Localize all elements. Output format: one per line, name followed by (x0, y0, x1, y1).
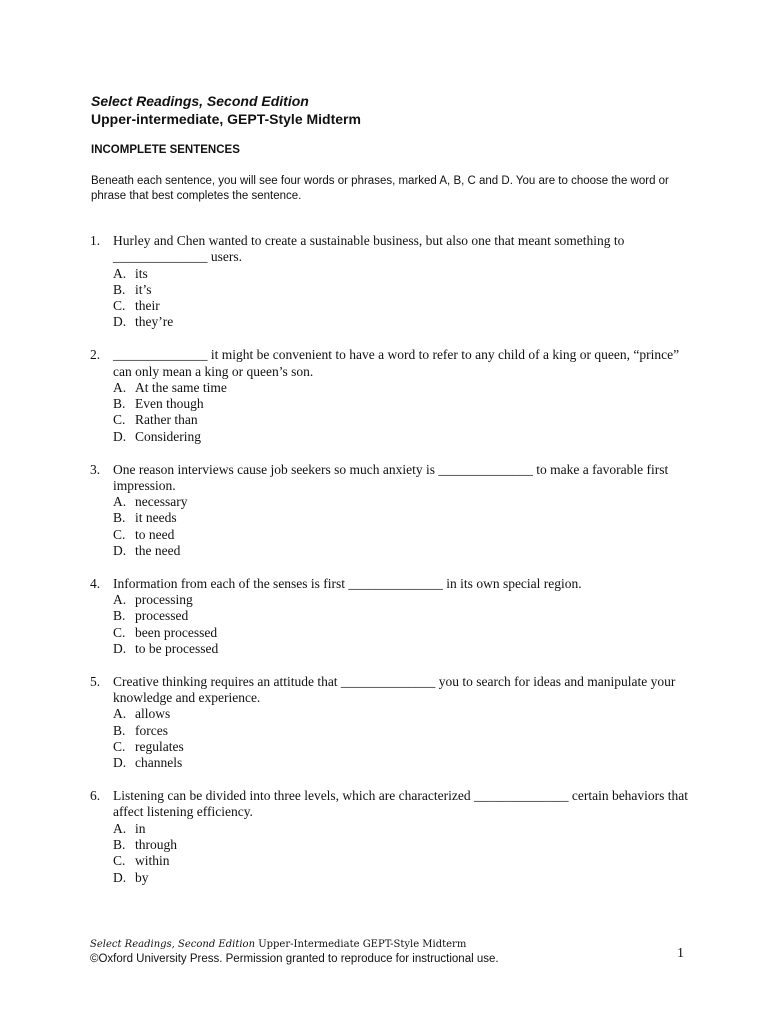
option-letter: C. (113, 412, 126, 428)
question-number: 3. (90, 461, 101, 477)
answer-option (113, 755, 690, 771)
section-heading: INCOMPLETE SENTENCES (91, 144, 240, 156)
option-letter: B. (113, 281, 126, 297)
answer-option (113, 608, 690, 624)
option-text: to need (135, 526, 175, 542)
answer-option (113, 853, 690, 869)
answer-option (113, 870, 690, 886)
page-number: 1 (677, 946, 684, 961)
option-text: the need (135, 543, 181, 559)
answer-option (113, 314, 690, 330)
question-text: ______________ it might be convenient to have a word to refer to any child of a king or queen, “prince” can only mean a king or queen’s son. (113, 347, 680, 379)
question-item (90, 576, 690, 657)
question-item (90, 674, 690, 772)
book-title: Select Readings, Second Edition (91, 93, 309, 109)
option-letter: A. (113, 706, 127, 722)
option-text: they’re (135, 314, 174, 330)
option-letter: D. (113, 755, 127, 771)
answer-option (113, 837, 690, 853)
option-letter: B. (113, 722, 126, 738)
option-text: processed (135, 608, 189, 624)
answer-option (113, 641, 690, 657)
footer-book-title: Select Readings, Second Edition (90, 939, 256, 950)
option-text: regulates (135, 739, 184, 755)
option-text: through (135, 837, 177, 852)
question-text: Creative thinking requires an attitude that ______________ you to search for ideas and manipulate your knowledge and experience. (113, 673, 676, 706)
option-letter: C. (113, 298, 126, 314)
answer-option (113, 396, 690, 412)
question-text: Listening can be divided into three levels, which are characterized ______________ certain behaviors that affect listening efficiency. (113, 788, 689, 820)
answer-option (113, 494, 690, 510)
option-text: Even though (135, 396, 204, 412)
option-text: it needs (135, 510, 177, 526)
instructions: Beneath each sentence, you will see four words or phrases, marked A, B, C and D. You are to choose the word or phrase that best completes the sentence. (91, 175, 669, 202)
option-letter: B. (113, 510, 126, 526)
option-text: by (135, 869, 149, 885)
question-number: 2. (90, 347, 101, 363)
question-item (90, 233, 690, 331)
answer-option (113, 543, 690, 559)
option-letter: B. (113, 396, 126, 412)
question-number: 1. (90, 233, 101, 248)
answer-option (113, 625, 690, 641)
option-text: processing (135, 592, 193, 608)
question-number: 5. (90, 673, 101, 689)
option-text: it’s (135, 281, 152, 297)
option-text: forces (135, 722, 168, 738)
answer-option (113, 723, 690, 739)
footer-title-line (90, 937, 690, 952)
question-item (90, 462, 690, 560)
answer-option (113, 821, 690, 837)
option-text: been processed (135, 624, 218, 640)
option-letter: C. (113, 853, 126, 869)
answer-option (113, 592, 690, 608)
option-letter: A. (113, 592, 127, 608)
answer-options (113, 592, 690, 657)
question-list (90, 233, 690, 902)
exam-title: Upper-intermediate, GEPT-Style Midterm (91, 111, 361, 127)
option-letter: D. (113, 314, 127, 330)
option-letter: D. (113, 869, 127, 885)
answer-options (113, 706, 690, 771)
option-letter: C. (113, 526, 126, 542)
question-number: 6. (90, 788, 101, 804)
option-text: in (135, 820, 146, 836)
option-text: necessary (135, 494, 188, 510)
question-number: 4. (90, 575, 101, 591)
answer-option (113, 266, 690, 282)
option-text: to be processed (135, 641, 219, 657)
question-text: One reason interviews cause job seekers so much anxiety is ______________ to make a favorable first impression. (113, 461, 669, 493)
answer-option (113, 510, 690, 526)
footer-copyright: ©Oxford University Press. Permission granted to reproduce for instructional use. (90, 953, 499, 965)
option-letter: D. (113, 428, 127, 444)
option-letter: B. (113, 608, 126, 624)
question-item (90, 788, 690, 886)
option-text: allows (135, 706, 171, 722)
answer-option (113, 380, 690, 396)
option-text: channels (135, 755, 183, 771)
answer-options (113, 494, 690, 559)
option-letter: C. (113, 739, 126, 755)
option-letter: D. (113, 641, 127, 657)
option-text: Rather than (135, 412, 198, 428)
option-letter: A. (113, 820, 127, 836)
question-item (90, 347, 690, 445)
option-letter: A. (113, 379, 127, 395)
option-letter: B. (113, 837, 126, 852)
answer-option (113, 412, 690, 428)
option-text: Considering (135, 428, 201, 444)
answer-option (113, 706, 690, 722)
option-letter: D. (113, 543, 127, 559)
option-text: within (135, 853, 170, 869)
option-text: At the same time (135, 379, 227, 395)
answer-option (113, 298, 690, 314)
answer-options (113, 821, 690, 886)
option-letter: A. (113, 494, 127, 510)
footer-exam-title: Upper-Intermediate GEPT-Style Midterm (258, 939, 467, 950)
option-letter: A. (113, 265, 127, 281)
option-text: their (135, 298, 160, 314)
option-text: its (135, 265, 148, 281)
answer-options (113, 266, 690, 331)
answer-option (113, 527, 690, 543)
question-text: Hurley and Chen wanted to create a sustainable business, but also one that meant something to ______________ users. (113, 233, 625, 265)
answer-option (113, 429, 690, 445)
answer-option (113, 739, 690, 755)
answer-options (113, 380, 690, 445)
option-letter: C. (113, 624, 126, 640)
footer (90, 937, 690, 967)
question-text: Information from each of the senses is first ______________ in its own special region. (113, 575, 582, 591)
answer-option (113, 282, 690, 298)
